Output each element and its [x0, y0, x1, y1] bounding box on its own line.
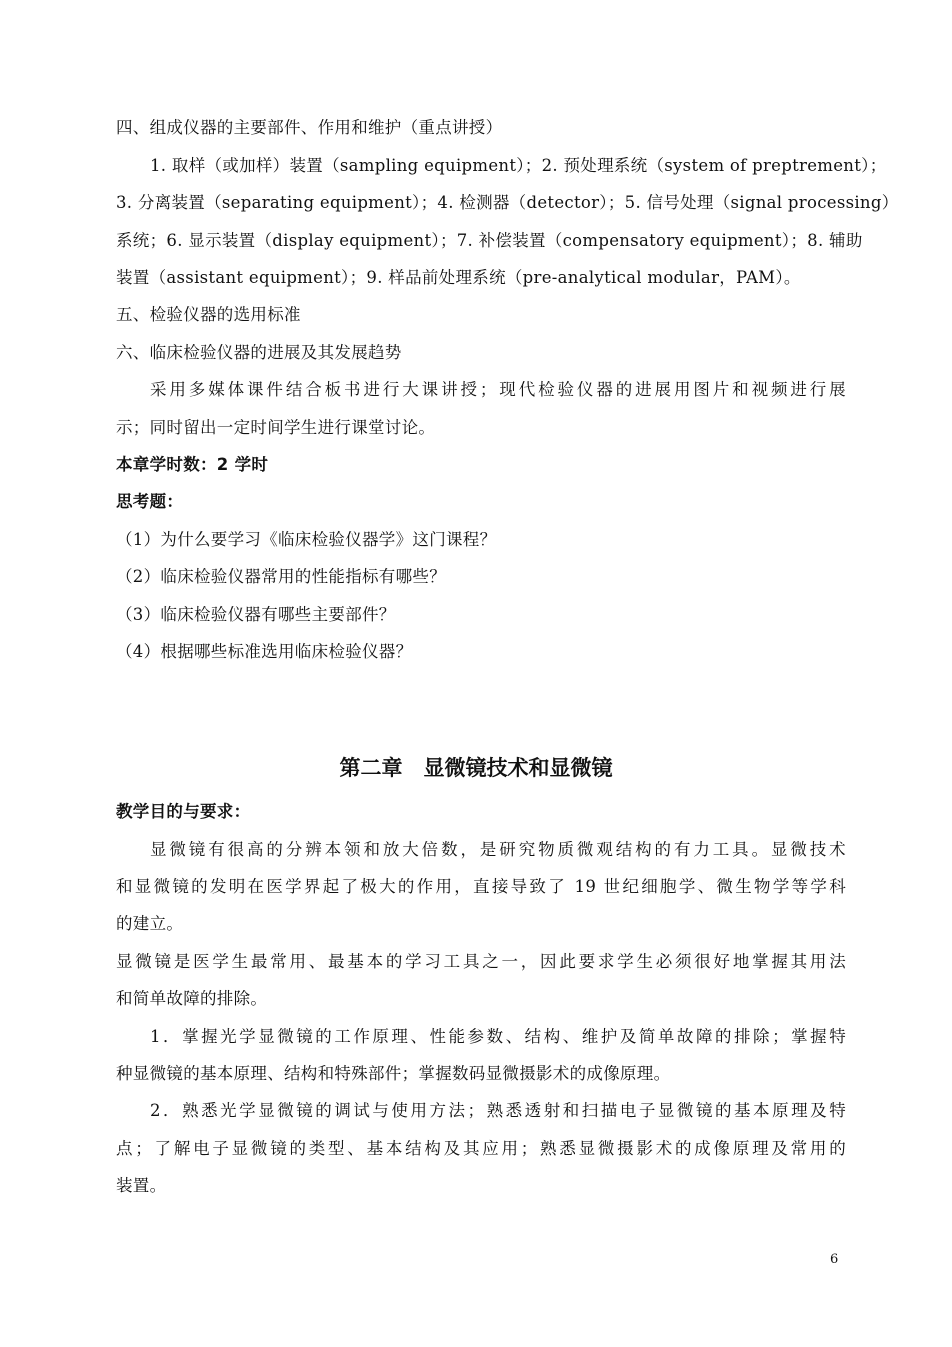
goals-paragraph-line: 显微镜有很高的分辨本领和放大倍数，是研究物质微观结构的有力工具。显微技术: [150, 840, 846, 859]
question-item: （1）为什么要学习《临床检验仪器学》这门课程？: [116, 530, 497, 549]
question-item: （3）临床检验仪器有哪些主要部件？: [116, 605, 396, 624]
goal-item-1-line: 1．掌握光学显微镜的工作原理、性能参数、结构、维护及简单故障的排除；掌握特: [150, 1027, 846, 1046]
goals-heading: 教学目的与要求：: [116, 802, 251, 821]
goal-item-1-line: 种显微镜的基本原理、结构和特殊部件；掌握数码显微摄影术的成像原理。: [116, 1064, 671, 1083]
section-4-line: 1. 取样（或加样）装置（sampling equipment）；2. 预处理系统（system of preptrement）；: [150, 156, 887, 175]
questions-heading: 思考题：: [116, 492, 184, 511]
section-5-heading: 五、检验仪器的选用标准: [116, 305, 301, 324]
question-item: （4）根据哪些标准选用临床检验仪器？: [116, 642, 413, 661]
section-6-heading: 六、临床检验仪器的进展及其发展趋势: [116, 343, 402, 362]
goals-paragraph-line: 的建立。: [116, 914, 184, 933]
chapter-2-title: 第二章 显微镜技术和显微镜: [339, 756, 613, 780]
goal-item-2-line: 点；了解电子显微镜的类型、基本结构及其应用；熟悉显微摄影术的成像原理及常用的: [116, 1139, 846, 1158]
section-4-line: 系统；6. 显示装置（display equipment）；7. 补偿装置（compensatory equipment）；8. 辅助: [116, 231, 863, 250]
chapter-hours: 本章学时数：2 学时: [116, 455, 269, 474]
section-6-line: 示；同时留出一定时间学生进行课堂讨论。: [116, 418, 436, 437]
question-item: （2）临床检验仪器常用的性能指标有哪些？: [116, 567, 446, 586]
goal-item-2-line: 装置。: [116, 1176, 167, 1195]
section-4-line: 装置（assistant equipment）；9. 样品前处理系统（pre-analytical modular，PAM）。: [116, 268, 801, 287]
page-number: 6: [830, 1252, 839, 1267]
section-4-heading: 四、组成仪器的主要部件、作用和维护（重点讲授）: [116, 118, 503, 137]
goals-paragraph-line: 和简单故障的排除。: [116, 989, 268, 1008]
goal-item-2-line: 2．熟悉光学显微镜的调试与使用方法；熟悉透射和扫描电子显微镜的基本原理及特: [150, 1101, 846, 1120]
section-6-line: 采用多媒体课件结合板书进行大课讲授；现代检验仪器的进展用图片和视频进行展: [150, 380, 846, 399]
section-4-line: 3. 分离装置（separating equipment）；4. 检测器（detector）；5. 信号处理（signal processing）: [116, 193, 899, 212]
goals-paragraph-line: 显微镜是医学生最常用、最基本的学习工具之一，因此要求学生必须很好地掌握其用法: [116, 952, 846, 971]
goals-paragraph-line: 和显微镜的发明在医学界起了极大的作用，直接导致了 19 世纪细胞学、微生物学等学科: [116, 877, 846, 896]
